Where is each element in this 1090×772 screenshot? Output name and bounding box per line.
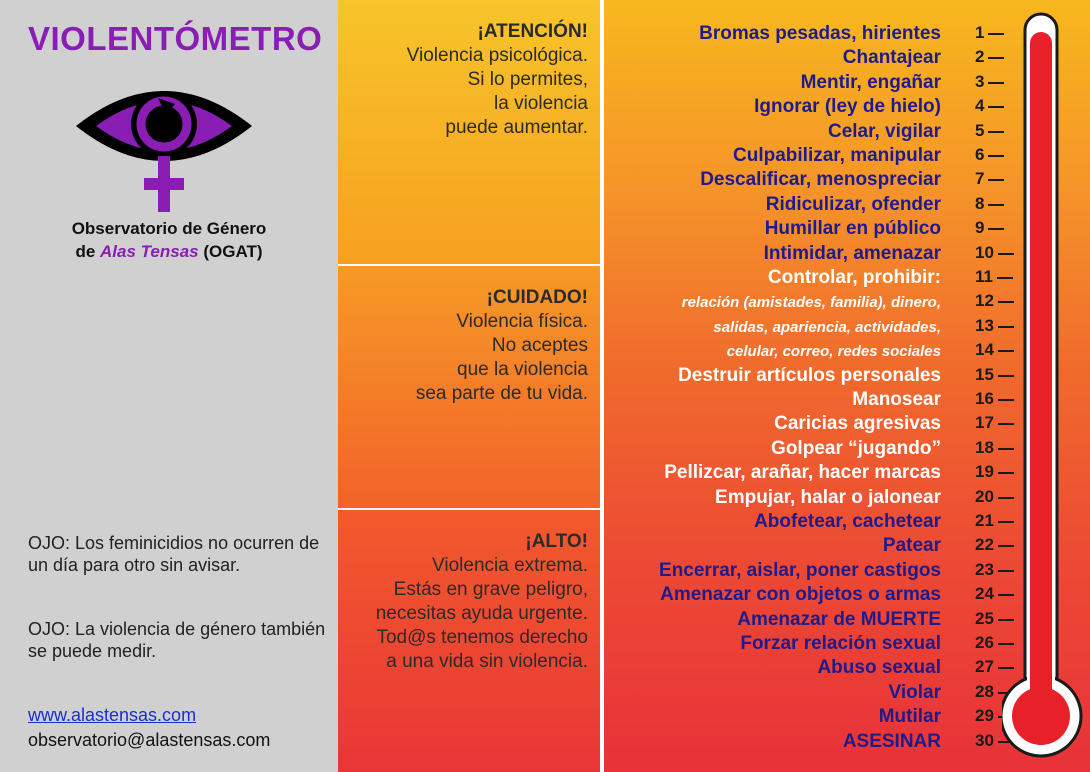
note-feminicides: OJO: Los feminicidios no ocurren de un día para otro sin avisar. xyxy=(28,533,320,575)
level-value: 9 xyxy=(975,218,985,237)
behavior-item: Abuso sexual xyxy=(817,657,941,678)
zone-attention-text xyxy=(338,20,588,140)
level-value: 10 xyxy=(975,243,994,262)
zone-caution-text xyxy=(338,286,588,406)
zone-stop xyxy=(338,510,600,772)
level-value: 19 xyxy=(975,462,994,481)
behavior-item: Forzar relación sexual xyxy=(740,633,941,654)
zone-caution xyxy=(338,266,600,508)
behavior-item: Golpear “jugando” xyxy=(771,438,941,459)
level-value: 22 xyxy=(975,535,994,554)
behavior-item: Bromas pesadas, hirientes xyxy=(699,23,941,44)
behavior-item: Manosear xyxy=(852,389,941,410)
behavior-item: Abofetear, cachetear xyxy=(754,511,941,532)
behavior-item: Controlar, prohibir: xyxy=(767,267,941,288)
contact-email: observatorio@alastensas.com xyxy=(28,730,271,750)
behavior-item: Mutilar xyxy=(878,706,941,727)
behavior-item: Caricias agresivas xyxy=(774,413,941,434)
level-value: 4 xyxy=(975,96,985,115)
level-value: 2 xyxy=(975,47,985,66)
level-value: 12 xyxy=(975,291,994,310)
level-value: 13 xyxy=(975,316,994,335)
level-value: 24 xyxy=(975,584,994,603)
left-panel xyxy=(0,0,338,772)
zone-line: Estás en grave peligro, xyxy=(393,579,588,600)
behavior-item: Celar, vigilar xyxy=(827,121,941,142)
level-value: 6 xyxy=(975,145,985,164)
level-value: 23 xyxy=(975,560,994,579)
zone-attention xyxy=(338,0,600,264)
website-link[interactable]: www.alastensas.com xyxy=(28,705,197,725)
level-value: 11 xyxy=(975,267,993,286)
level-value: 29 xyxy=(975,706,994,725)
behavior-item: relación (amistades, familia), dinero, xyxy=(681,294,941,311)
page-title: VIOLENTÓMETRO xyxy=(28,20,323,57)
behavior-item: salidas, apariencia, actividades, xyxy=(713,319,941,336)
organization-name: Observatorio de Género xyxy=(71,219,267,238)
behavior-item: Culpabilizar, manipular xyxy=(733,145,941,166)
level-value: 17 xyxy=(975,413,994,432)
zone-line: puede aumentar. xyxy=(445,117,588,138)
behavior-item: Chantajear xyxy=(842,47,941,68)
behavior-item: Pellizcar, arañar, hacer marcas xyxy=(664,462,941,483)
zone-line: No aceptes xyxy=(491,335,588,356)
level-value: 25 xyxy=(975,609,994,628)
behavior-item: Ignorar (ley de hielo) xyxy=(754,96,941,117)
zone-line: que la violencia xyxy=(457,359,588,380)
level-value: 21 xyxy=(975,511,994,530)
behavior-item: celular, correo, redes sociales xyxy=(726,343,941,360)
behavior-item: Descalificar, menospreciar xyxy=(700,169,941,190)
zone-line: sea parte de tu vida. xyxy=(415,383,588,404)
level-value: 20 xyxy=(975,487,994,506)
level-value: 30 xyxy=(975,731,994,750)
level-value: 7 xyxy=(975,169,985,188)
organization-brand: Alas Tensas xyxy=(100,242,199,261)
level-value: 27 xyxy=(975,657,994,676)
level-value: 15 xyxy=(975,365,994,384)
level-value: 16 xyxy=(975,389,994,408)
behavior-item: Encerrar, aislar, poner castigos xyxy=(659,560,941,581)
organization-name-line2: de Alas Tensas (OGAT) xyxy=(75,242,263,261)
zone-line: Violencia física. xyxy=(456,311,588,332)
thermometer-icon xyxy=(1002,10,1086,770)
behavior-item: Mentir, engañar xyxy=(800,72,941,93)
level-value: 18 xyxy=(975,438,994,457)
level-value: 26 xyxy=(975,633,994,652)
zone-line: necesitas ayuda urgente. xyxy=(375,603,588,624)
zone-line: Violencia psicológica. xyxy=(406,45,588,66)
behavior-item: Destruir artículos personales xyxy=(678,365,941,386)
behavior-item: Amenazar con objetos o armas xyxy=(660,584,941,605)
behavior-item: Ridiculizar, ofender xyxy=(765,194,941,215)
zone-line: la violencia xyxy=(494,93,588,114)
note-measurable: OJO: La violencia de género también se puede medir. xyxy=(28,619,326,661)
warning-zones-panel xyxy=(338,0,600,772)
level-value: 8 xyxy=(975,194,985,213)
zone-line: Si lo permites, xyxy=(467,69,588,90)
level-value: 5 xyxy=(975,121,985,140)
behavior-item: Humillar en público xyxy=(764,218,941,239)
level-value: 1 xyxy=(975,23,985,42)
zone-line: a una vida sin violencia. xyxy=(386,651,588,672)
behavior-item: Patear xyxy=(882,535,941,556)
behavior-item: Empujar, halar o jalonear xyxy=(715,487,941,508)
eye-venus-logo-icon xyxy=(74,84,254,218)
zone-line: Tod@s tenemos derecho xyxy=(376,627,588,648)
behavior-item: Intimidar, amenazar xyxy=(763,243,941,264)
zone-title: ¡ATENCIÓN! xyxy=(477,21,588,42)
behavior-item: ASESINAR xyxy=(842,731,941,752)
level-value: 28 xyxy=(975,682,994,701)
zone-stop-text xyxy=(338,530,588,674)
level-value: 3 xyxy=(975,72,985,91)
behavior-item: Violar xyxy=(888,682,941,703)
zone-title: ¡ALTO! xyxy=(525,531,588,552)
level-value: 14 xyxy=(975,340,994,359)
zone-title: ¡CUIDADO! xyxy=(486,287,588,308)
zone-line: Violencia extrema. xyxy=(432,555,588,576)
behavior-item: Amenazar de MUERTE xyxy=(737,609,941,630)
